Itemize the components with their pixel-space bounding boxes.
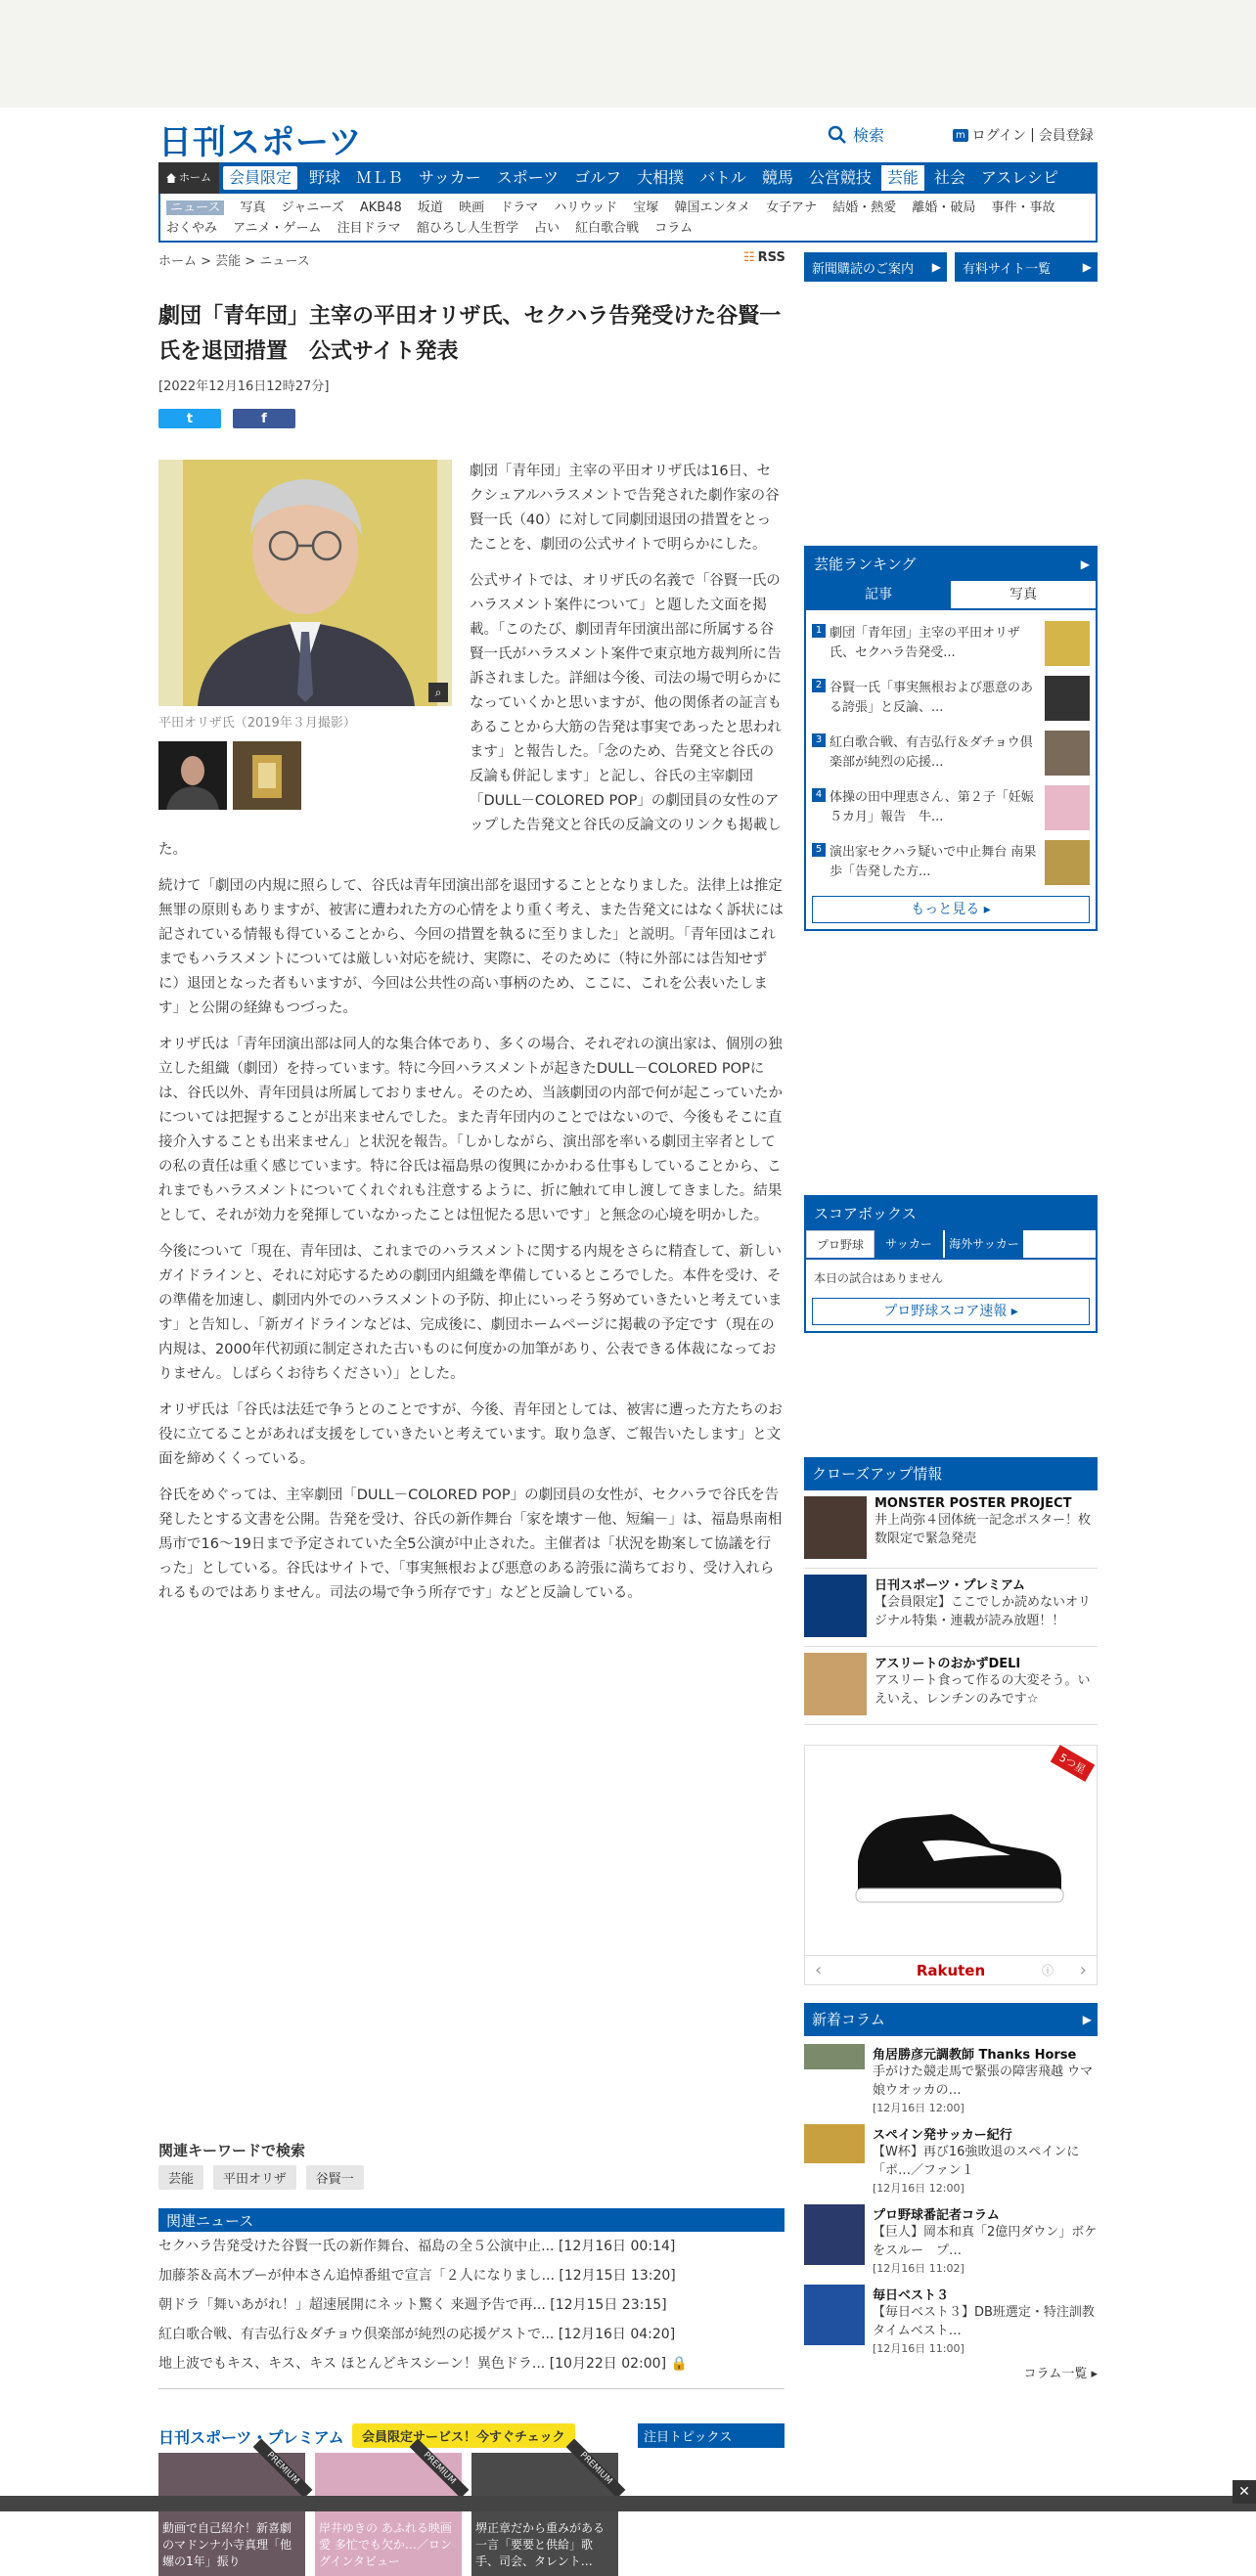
ranking-thumbnail [1045,621,1090,666]
ranking-item[interactable]: 5 演出家セクハラ疑いで中止舞台 南果歩「告発した方... [812,835,1090,890]
home-icon [166,173,176,183]
article-paragraph: オリザ氏は「青年団演出部は同人的な集合体であり、多くの場合、それぞれの演出家は、個別の独立した組織（劇団）を持っています。特に今回ハラスメントが起きたDULL－COLORED POPには、谷氏以外、青年団員は所属しておりません。そのため、当該劇団の内部で何が起こっていたかについては把握することが出来ませんでした。また青年団内のことではないので、今後もそこに直接介入することも出来ません」と状況を報告。「しかしながら、演出部を率いる劇団主宰者としての私の責任は重く感じています。特に谷氏は福島県の復興にかかわる仕事もしていることから、これまでもハラスメントについてくれぐれも注意するように、折に触れて申し渡してきました。結果として、それが効力を発揮していなかったことは忸怩たる思いです」と無念の心境を明かした。 [158,1037,783,1223]
subnav-item[interactable]: コラム [654,221,694,236]
subnav-item[interactable]: 女子アナ [766,200,818,215]
keyword-tag[interactable]: 芸能 [158,2165,203,2190]
paid-sites-button[interactable]: 有料サイト一覧 ▶ [955,252,1098,282]
ranking-heading[interactable]: 芸能ランキング ▶ [806,548,1096,581]
tab-photos[interactable]: 写真 [1009,587,1037,602]
zoom-icon[interactable]: ⌕ [428,683,448,702]
article-paragraph: 谷氏をめぐっては、主宰劇団「DULL－COLORED POP」の劇団員の女性が、セクハラで谷氏を告発したとする文書を公開。告発を受け、谷氏の新作舞台「家を壊す－他、短編－」は、福島県南相馬市で16～19日まで予定されていた全5公演が中止された。主催者は「状況を勘案して協議を行った」としている。谷氏はサイトで、「事実無根および悪意のある誇張に満ちており、受け入れられるものではありません。司法の場で争う所存です」などと反論している。 [158,1488,783,1601]
premium-logo[interactable]: 日刊スポーツ・プレミアム [158,2428,344,2447]
tab-world-soccer[interactable]: 海外サッカー [945,1230,1023,1258]
nav-keiba[interactable]: 競馬 [761,168,793,187]
article-title: 劇団「青年団」主宰の平田オリザ氏、セクハラ告発受けた谷賢一氏を退団措置 公式サイト発表 [158,304,782,364]
main-nav [158,162,1098,194]
column-thumbnail [804,2044,865,2069]
related-item[interactable]: セクハラ告発受けた谷賢一氏の新作舞台、福島の全５公演中止... [12月16日 00:14] [158,2239,676,2254]
related-item[interactable]: 加藤茶＆高木ブーが仲本さん追悼番組で宣言「２人になりまし... [12月15日 13:20] [158,2268,676,2284]
subnav-item[interactable]: 注目ドラマ [336,221,401,236]
keyword-tags [158,2165,364,2190]
nav-golf[interactable]: ゴルフ [574,168,622,187]
share-buttons [158,409,295,428]
ranking-thumbnail [1045,731,1090,776]
score-flash-button[interactable]: プロ野球スコア速報 ▸ [812,1298,1090,1325]
premium-check-button[interactable]: 会員限定サービス！今すぐチェック [352,2423,575,2448]
rakuten-ad[interactable] [804,1745,1098,1985]
bottom-ad-bar [0,2496,1256,2511]
subnav-item[interactable]: 宝塚 [633,200,659,215]
premium-cards [158,2450,618,2576]
column-item[interactable]: 毎日ベスト３ 【毎日ベスト３】DB班選定・特注訓教タイムベスト… [12月16日 11:00] [804,2277,1098,2357]
site-logo[interactable]: 日刊スポーツ [158,122,363,162]
column-thumbnail [804,2204,865,2265]
ranking-item[interactable]: 3 紅白歌合戦、有吉弘行＆ダチョウ倶楽部が純烈の応援... [812,726,1090,780]
photo-thumbnails [158,741,301,810]
ad-prev-icon[interactable]: ‹ [815,1960,823,1980]
member-icon: m [953,129,968,142]
subnav-item[interactable]: 坂道 [417,200,443,215]
nav-mlb[interactable]: ＭＬＢ [356,168,404,187]
article-paragraph: 劇団「青年団」主宰の平田オリザ氏は16日、セクシュアルハラスメントで告発された劇作家の谷賢一氏（40）に対して同劇団退団の措置をとったことを、劇団の公式サイトで明らかにした。 [470,464,780,553]
scorebox [804,1195,1098,1333]
twitter-share-button[interactable] [158,409,221,428]
photo-caption: 平田オリザ氏（2019年３月撮影） [158,716,356,731]
closeup-thumbnail [804,1496,867,1559]
top-ad-band [0,0,1256,108]
article-paragraph: 公式サイトでは、オリザ氏の名義で「谷賢一氏のハラスメント案件について」と題した文面を掲載。「このたび、劇団青年団演出部に所属する谷賢一氏がハラスメント案件で東京地方裁判所に告訴されました。詳細は今後、司法の場で明らかになっていくかと思いますが、他の関係者の証言もあることから大筋の告発は事実であったと思われます」と報告した。「念のため、告発文と谷氏の反論も併記します」と記し、谷氏の主宰劇団「DULL－COLORED POP」の劇団員の女性のアップした告発文と谷氏の反論文のリンクも掲載した。 [158,573,782,858]
ad-info-icon[interactable]: ⓘ [1041,1964,1054,1977]
register-link[interactable]: 会員登録 [1038,128,1094,144]
premium-card[interactable]: PREMIUM 堺正章だから重みがある一言「要要と供給」歌手、司会、タレント… [471,2453,618,2576]
ranking-thumbnail [1045,785,1090,830]
premium-section [158,2425,785,2568]
login-area: m ログイン | 会員登録 [953,125,1094,145]
ranking-item[interactable]: 2 谷賢一氏「事実無根および悪意のある誇張」と反論、... [812,671,1090,726]
article-photo[interactable] [158,460,452,706]
premium-badge: PREMIUM [252,2439,312,2499]
nav-member[interactable]: 会員限定 [223,166,297,190]
closeup-section [804,1457,1098,1725]
column-list-link[interactable]: コラム一覧 ▸ [1023,2367,1098,2381]
column-thumbnail [804,2285,865,2345]
related-item[interactable]: 朝ドラ「舞いあがれ！」超速展開にネット驚く 来週予告で再... [12月15日 23:15] [158,2297,667,2313]
ranking-thumbnail [1045,676,1090,721]
closeup-thumbnail [804,1575,867,1637]
subnav-item[interactable]: 結婚・熱愛 [832,200,897,215]
more-ranking-button[interactable]: もっと見る ▸ [812,896,1090,923]
facebook-share-button[interactable] [233,409,295,428]
subnav-news[interactable]: ニュース [166,200,224,215]
close-icon[interactable]: ✕ [1233,2480,1256,2504]
keyword-tag[interactable]: 谷賢一 [306,2165,364,2190]
nav-battle[interactable]: バトル [699,168,746,187]
nav-society[interactable]: 社会 [933,168,965,187]
premium-card[interactable]: PREMIUM 岸井ゆきの あふれる映画愛 多忙でも欠か…／ロングインタビュー [315,2453,462,2576]
ranking-item[interactable]: 1 劇団「青年団」主宰の平田オリザ氏、セクハラ告発受... [812,616,1090,671]
ranking-box [804,546,1098,931]
login-link[interactable]: ログイン [971,128,1027,144]
thumbnail-image[interactable] [233,741,301,810]
new-columns [804,2003,1098,2381]
subnav-item[interactable]: ドラマ [500,200,539,215]
nav-athrecipe[interactable]: アスレシピ [980,168,1058,187]
no-games-text: 本日の試合はありません [814,1271,944,1285]
tab-articles[interactable]: 記事 [806,581,951,608]
keyword-tag[interactable]: 平田オリザ [213,2165,296,2190]
sneaker-image [805,1746,1097,1951]
column-item[interactable]: スペイン発サッカー紀行 【W杯】再び16強敗退のスペインに「ポ…／ファン１ [12月16日 12:00] [804,2116,1098,2197]
search-icon [828,125,847,145]
closeup-item[interactable]: MONSTER POSTER PROJECT 井上尚弥４団体統一記念ポスター！枚数限定で緊急発売 [804,1490,1098,1569]
closeup-thumbnail [804,1653,867,1715]
closeup-item[interactable]: 日刊スポーツ・プレミアム 【会員限定】ここでしか読めないオリジナル特集・連載が読み放題！！ [804,1569,1098,1647]
column-thumbnail [804,2124,865,2163]
arrow-right-icon: ▶ [931,260,941,274]
related-item[interactable]: 地上波でもキス、キス、キス ほとんどキスシーン！異色ドラ... [10月22日 02:00] 🔒 [158,2356,688,2372]
related-heading: 関連ニュース [158,2208,785,2232]
subnav-item[interactable]: 離婚・破局 [912,200,976,215]
subnav-item[interactable]: アニメ・ゲーム [233,221,322,236]
subnav-item[interactable]: 占い [533,221,560,236]
search-link[interactable]: 検索 [828,123,884,146]
subnav-item[interactable]: 韓国エンタメ [674,200,750,215]
scorebox-heading: スコアボックス [806,1197,1096,1230]
article-date: [2022年12月16日12時27分] [158,379,330,394]
nav-entertainment[interactable]: 芸能 [881,165,924,191]
subnav-item[interactable]: 紅白歌合戦 [575,221,640,236]
article-paragraph: オリザ氏は「谷氏は法廷で争うとのことですが、今後、青年団としては、被害に遭った方たちのお役に立てることがあれば支援をしていきたいと考えています。取り急ぎ、ご報告いたします」と文面を締めくくっている。 [158,1402,783,1467]
arrow-right-icon: ▶ [1082,2013,1092,2026]
rss-link[interactable]: ☷ RSS [743,250,785,265]
arrow-right-icon: ▶ [1080,557,1090,571]
subscribe-button[interactable]: 新聞購読のご案内 ▶ [804,252,947,282]
thumbnail-image[interactable] [158,741,227,810]
portrait-image [158,460,452,706]
twitter-icon: t [186,411,194,426]
subnav-item[interactable]: おくやみ [166,221,218,236]
tab-soccer[interactable]: サッカー [875,1230,943,1258]
nav-sports[interactable]: スポーツ [496,168,560,187]
arrow-right-icon: ▶ [1082,260,1092,274]
ad-next-icon[interactable]: › [1079,1960,1087,1980]
article-paragraph: 続けて「劇団の内規に照らして、谷氏は青年団演出部を退団することとなりました。法律上は推定無罪の原則もありますが、被害に遭われた方の心情をより重く考え、また告発文にはなく訴状には記されている情報も得ていることから、今回の措置を執るに至りました」と説明。「青年団はこれまでもハラスメントについては厳しい対応を続け、実際に、そのために（特に外部には告知せずに）退団となった者もいますが、今回は公共性の高い事柄のため、ここに、これを公表いたします」と公開の経緯もつづった。 [158,878,784,1016]
subnav-item[interactable]: 事件・事故 [991,200,1055,215]
nav-public[interactable]: 公営競技 [808,168,872,187]
subnav-item[interactable]: 映画 [459,200,485,215]
rakuten-logo: Rakuten [916,1961,986,1979]
closeup-heading: クローズアップ情報 [804,1457,1098,1490]
rss-icon: ☷ [743,250,755,265]
nav-sumo[interactable]: 大相撲 [637,168,685,187]
breadcrumb[interactable]: ホーム > 芸能 > ニュース [158,254,310,269]
column-item[interactable]: プロ野球番記者コラム 【巨人】岡本和真「2億円ダウン」ボケをスルー プ… [12月16日 11:02] [804,2197,1098,2277]
nav-soccer[interactable]: サッカー [419,168,481,187]
ranking-thumbnail [1045,840,1090,885]
subnav-item[interactable]: AKB48 [359,200,402,215]
columns-heading[interactable]: 新着コラム ▶ [804,2003,1098,2036]
article-paragraph: 今後について「現在、青年団は、これまでのハラスメントに関する内規をさらに精査して、新しいガイドラインと、それに対応するための劇団内組織を準備しているところでした。本件を受け、その準備を加速し、劇団内外でのハラスメントの予防、抑止にいっそう努めていきたいと考えています」と告知し、「新ガイドラインなどは、完成後に、劇団ホームページに掲載の予定です（現在の内規は、2000年代初頭に制定された古いものに何度かの加筆があり、公表できる体裁になっておりません。しばらくお待ちください）」とした。 [158,1244,783,1382]
premium-card[interactable]: PREMIUM 動画で自己紹介！新喜劇のマドンナ小寺真理「他螺の1年」振り [158,2453,305,2576]
related-item[interactable]: 紅白歌合戦、有吉弘行＆ダチョウ倶楽部が純烈の応援ゲストで... [12月16日 04:20] [158,2327,676,2342]
premium-badge: PREMIUM [409,2439,469,2499]
topics-heading: 注目トピックス [638,2423,785,2448]
subnav-item[interactable]: 舘ひろし人生哲学 [416,221,518,236]
lock-icon: 🔒 [670,2356,688,2372]
related-news [158,2208,785,2389]
nav-home[interactable]: ホーム [158,162,219,194]
facebook-icon: f [261,411,267,426]
tab-npb[interactable]: プロ野球 [806,1230,875,1258]
subnav-item[interactable]: 写真 [240,200,266,215]
subnav-item[interactable]: ハリウッド [554,200,618,215]
nav-baseball[interactable]: 野球 [309,168,341,187]
premium-badge: PREMIUM [565,2439,625,2499]
sub-nav [158,194,1098,243]
subnav-item[interactable]: ジャニーズ [281,200,344,215]
column-item[interactable]: 角居勝彦元調教師 Thanks Horse 手がけた競走馬で緊張の障害飛越 ウマ娘ウオッカの… [12月16日 12:00] [804,2036,1098,2116]
closeup-item[interactable]: アスリートのおかずDELI アスリート食って作るの大変そう。いえいえ、レンチンのみです☆ [804,1647,1098,1725]
keyword-heading: 関連キーワードで検索 [158,2142,306,2159]
ad-star-badge: 5つ星 [1051,1745,1096,1782]
ranking-item[interactable]: 4 体操の田中理恵さん、第２子「妊娠５カ月」報告 牛... [812,780,1090,835]
